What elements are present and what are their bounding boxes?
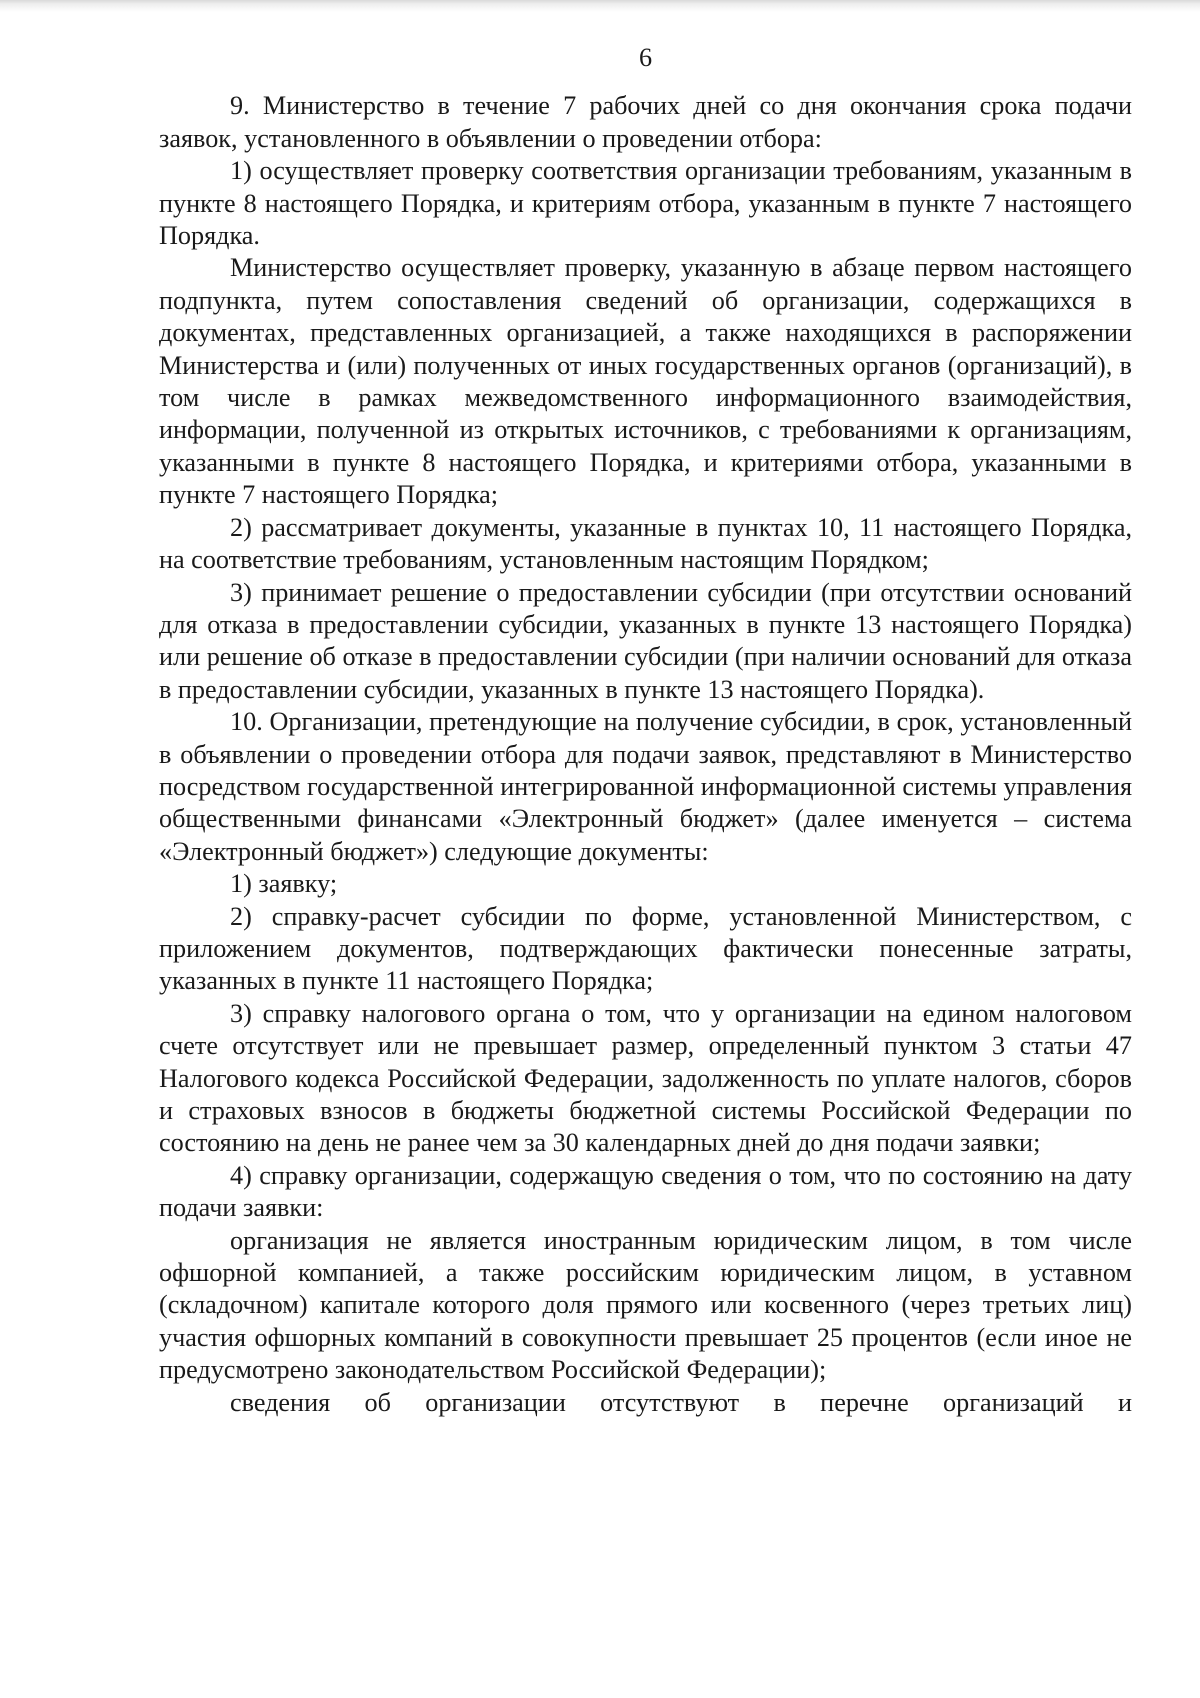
scan-edge-shadow <box>0 0 1200 12</box>
paragraph-10-item-4-registry: сведения об организации отсутствуют в перечне организаций и <box>230 1387 1132 1417</box>
paragraph-10-item-2: 2) справку-расчет субсидии по форме, установленной Министерством, с приложением документов, подтверждающих фактически понесенные затраты, указанных в пункте 11 настоящего Порядка; <box>159 901 1132 996</box>
document-page <box>159 42 1132 1419</box>
paragraph-10-item-4-offshore: организация не является иностранным юридическим лицом, в том числе офшорной компанией, а также российским юридическим лицом, в уставном (складочном) капитале которого доля прямого или косвенного (через третьих лиц) участия офшорных компаний в совокупности превышает 25 процентов (если иное не предусмотрено законодательством Российской Федерации); <box>159 1225 1132 1385</box>
paragraph-10-item-3: 3) справку налогового органа о том, что у организации на едином налоговом счете отсутствует или не превышает размер, определенный пунктом 3 статьи 47 Налогового кодекса Российской Федерации, задолженность по уплате налогов, сборов и страховых взносов в бюджеты бюджетной системы Российской Федерации по состоянию на день не ранее чем за 30 календарных дней до дня подачи заявки; <box>159 998 1132 1158</box>
paragraph-9-item-1-detail: Министерство осуществляет проверку, указанную в абзаце первом настоящего подпункта, путем сопоставления сведений об организации, содержащихся в документах, представленных организацией, а также находящихся в распоряжении Министерства и (или) полученных от иных государственных органов (организаций), в том числе в рамках межведомственного информационного взаимодействия, информации, полученной из открытых источников, с требованиями к организациям, указанными в пункте 8 настоящего Порядка, и критериями отбора, указанными в пункте 7 настоящего Порядка; <box>159 253 1132 510</box>
paragraph-9-item-3: 3) принимает решение о предоставлении субсидии (при отсутствии оснований для отказа в предоставлении субсидии, указанных в пункте 13 настоящего Порядка) или решение об отказе в предоставлении субсидии (при наличии оснований для отказа в предоставлении субсидии, указанных в пункте 13 настоящего Порядка). <box>159 577 1132 704</box>
paragraph-9-intro: 9. Министерство в течение 7 рабочих дней со дня окончания срока подачи заявок, установленного в объявлении о проведении отбора: <box>159 91 1132 153</box>
paragraph-9-item-2: 2) рассматривает документы, указанные в пунктах 10, 11 настоящего Порядка, на соответствие требованиям, установленным настоящим Порядком; <box>159 512 1132 575</box>
paragraph-9-item-1: 1) осуществляет проверку соответствия организации требованиям, указанным в пункте 8 настоящего Порядка, и критериям отбора, указанным в пункте 7 настоящего Порядка. <box>159 156 1132 251</box>
page-number: 6 <box>638 43 653 72</box>
paragraph-10-item-1: 1) заявку; <box>230 869 338 899</box>
paragraph-10-item-4: 4) справку организации, содержащую сведения о том, что по состоянию на дату подачи заявки: <box>159 1160 1132 1223</box>
paragraph-10-intro: 10. Организации, претендующие на получение субсидии, в срок, установленный в объявлении о проведении отбора для подачи заявок, представляют в Министерство посредством государственной интегрированной информационной системы управления общественными финансами «Электронный бюджет» (далее именуется – система «Электронный бюджет») следующие документы: <box>159 707 1132 866</box>
